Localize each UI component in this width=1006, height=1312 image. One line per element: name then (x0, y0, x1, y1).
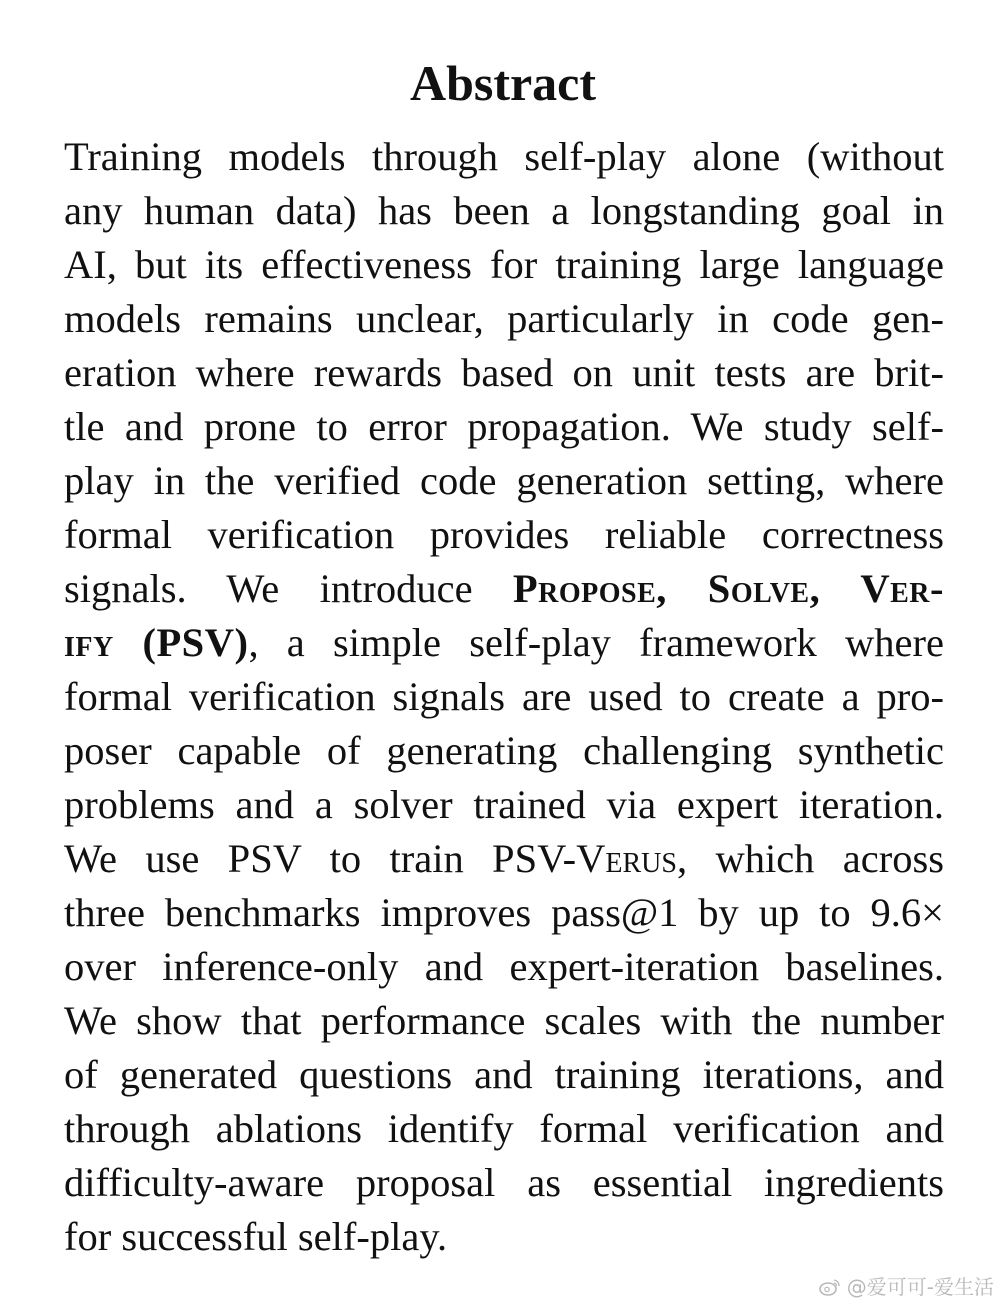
watermark (819, 1271, 994, 1300)
abstract-line-15: three benchmarks improves pass@1 by up to 9.6× (64, 890, 944, 935)
abstract-line-7: play in the verified code generation setting, where (64, 458, 944, 503)
abstract-line-12: poser capable of generating challenging synthetic (64, 728, 944, 773)
abstract-line-8: formal verification provides reliable correctness (64, 512, 944, 557)
abstract-line-4: models remains unclear, particularly in code gen- (64, 296, 944, 341)
abstract-line-11: formal verification signals are used to create a pro- (64, 674, 944, 719)
abstract-line-16: over inference-only and expert-iteration baselines. (64, 944, 944, 989)
abstract-line-9 (64, 562, 944, 616)
abstract-line-3: AI, but its effectiveness for training large language (64, 242, 944, 287)
abstract-line-13: problems and a solver trained via expert iteration. (64, 782, 944, 827)
abstract-line-14-tail: , which across (676, 836, 944, 881)
abstract-line-5: eration where rewards based on unit tests are brit- (64, 350, 944, 395)
abstract-line-9-text: signals. We introduce (64, 566, 513, 611)
framework-name-part-1: Propose, Solve, Ver- (512, 566, 944, 611)
abstract-line-19: through ablations identify formal verification and (64, 1106, 944, 1151)
weibo-icon (819, 1277, 841, 1295)
abstract-line-2: any human data) has been a longstanding goal in (64, 188, 944, 233)
abstract-line-6: tle and prone to error propagation. We study self- (64, 404, 944, 449)
framework-name-part-2: ify (PSV) (64, 620, 249, 665)
abstract-line-18: of generated questions and training iterations, and (64, 1052, 944, 1097)
abstract-line-17: We show that performance scales with the number (64, 998, 944, 1043)
abstract-line-1: Training models through self-play alone (without (64, 134, 944, 179)
watermark-text: @爱可可-爱生活 (846, 1275, 994, 1299)
abstract-title: Abstract (409, 55, 597, 111)
abstract-line-14-text: We use PSV to train PSV- (64, 836, 577, 881)
abstract-line-20: difficulty-aware proposal as essential ingredients (64, 1160, 944, 1205)
abstract-line-21: for successful self-play. (64, 1214, 448, 1259)
abstract-line-10-text: , a simple self-play framework where (248, 620, 944, 665)
model-name-verus: Verus (576, 836, 677, 881)
abstract-line-10 (64, 616, 944, 670)
abstract-body (64, 130, 944, 1264)
abstract-line-14 (64, 832, 944, 886)
